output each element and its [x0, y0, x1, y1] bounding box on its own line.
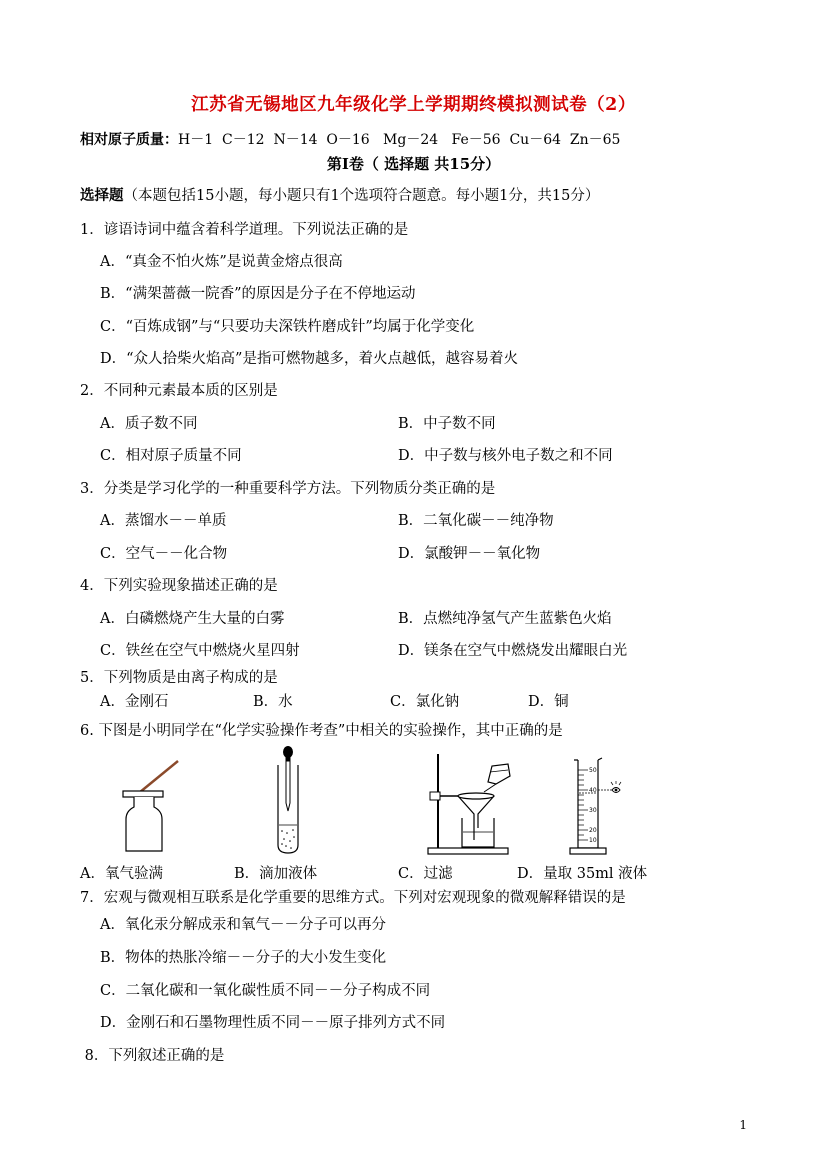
question-5-option-b: B．水: [253, 694, 293, 710]
question-5-option-d: D．铜: [528, 694, 569, 710]
question-2-stem: 2．不同种元素最本质的区别是: [80, 383, 278, 399]
cylinder-tick-50: 50: [589, 767, 597, 774]
question-4-option-a: A．白磷燃烧产生大量的白雾: [100, 611, 285, 627]
atomic-mass-label: 相对原子质量：: [80, 132, 178, 148]
instructions: [80, 184, 599, 205]
cylinder-tick-40: 40: [589, 787, 597, 794]
page-number: 1: [739, 1118, 747, 1132]
atomic-mass-line: [80, 129, 620, 149]
atomic-mass-values: H－1 C－12 N－14 O－16 Mg－24 Fe－56 Cu－64 Zn－65: [178, 132, 621, 148]
filtration-figure: [422, 748, 526, 858]
cylinder-tick-20: 20: [589, 827, 597, 834]
instructions-text: （本题包括15小题，每小题只有1个选项符合题意。每小题1分，共15分）: [123, 188, 600, 204]
question-3-option-b: B．二氧化碳－－纯净物: [398, 513, 554, 529]
question-3-option-c: C．空气－－化合物: [100, 546, 228, 562]
question-3-option-a: A．蒸馏水－－单质: [100, 513, 227, 529]
question-7-option-b: B．物体的热胀冷缩－－分子的大小发生变化: [100, 950, 387, 966]
question-6-option-a: A．氧气验满: [80, 866, 163, 882]
cylinder-tick-10: 10: [589, 837, 597, 844]
question-7-option-a: A．氧化汞分解成汞和氧气－－分子可以再分: [100, 917, 386, 933]
question-1-option-d: D．“众人拾柴火焰高”是指可燃物越多，着火点越低，越容易着火: [100, 351, 518, 367]
section-title: 第Ⅰ卷（ 选择题 共15分）: [326, 155, 501, 173]
question-6-option-d: D．量取 35ml 液体: [517, 866, 648, 882]
question-4-option-d: D．镁条在空气中燃烧发出耀眼白光: [398, 643, 628, 659]
cylinder-tick-30: 30: [589, 807, 597, 814]
document-title: 江苏省无锡地区九年级化学上学期期终模拟测试卷（2）: [191, 95, 636, 115]
dropper-figure: [268, 745, 308, 857]
question-8-stem: 8．下列叙述正确的是: [80, 1048, 225, 1064]
question-6-stem: 6. 下图是小明同学在“化学实验操作考查”中相关的实验操作，其中正确的是: [80, 723, 563, 739]
question-2-option-c: C．相对原子质量不同: [100, 448, 242, 464]
graduated-cylinder-figure: [560, 752, 630, 860]
question-1-option-a: A．“真金不怕火炼”是说黄金熔点很高: [100, 254, 343, 270]
question-5-stem: 5．下列物质是由离子构成的是: [80, 670, 278, 686]
question-2-option-a: A．质子数不同: [100, 416, 198, 432]
question-4-option-b: B．点燃纯净氢气产生蓝紫色火焰: [398, 611, 612, 627]
question-6-option-c: C．过滤: [398, 866, 453, 882]
question-5-option-a: A．金刚石: [100, 694, 169, 710]
question-7-option-d: D．金刚石和石墨物理性质不同－－原子排列方式不同: [100, 1015, 446, 1031]
question-2-option-b: B．中子数不同: [398, 416, 496, 432]
oxygen-test-figure: [110, 755, 190, 855]
question-4-option-c: C．铁丝在空气中燃烧火星四射: [100, 643, 300, 659]
question-4-stem: 4．下列实验现象描述正确的是: [80, 578, 278, 594]
question-3-stem: 3．分类是学习化学的一种重要科学方法。下列物质分类正确的是: [80, 481, 496, 497]
question-5-option-c: C．氯化钠: [390, 694, 460, 710]
question-2-option-d: D．中子数与核外电子数之和不同: [398, 448, 613, 464]
question-1-stem: 1．谚语诗词中蕴含着科学道理。下列说法正确的是: [80, 222, 409, 238]
question-6-option-b: B．滴加液体: [234, 866, 318, 882]
question-7-stem: 7．宏观与微观相互联系是化学重要的思维方式。下列对宏观现象的微观解释错误的是: [80, 890, 626, 906]
question-7-option-c: C．二氧化碳和一氧化碳性质不同－－分子构成不同: [100, 983, 431, 999]
question-1-option-c: C．“百炼成钢”与“只要功夫深铁杵磨成针”均属于化学变化: [100, 319, 475, 335]
eye-icon: [615, 789, 618, 792]
question-3-option-d: D．氯酸钾－－氧化物: [398, 546, 541, 562]
question-1-option-b: B．“满架蔷薇一院香”的原因是分子在不停地运动: [100, 286, 416, 302]
instructions-label: 选择题: [80, 187, 124, 204]
